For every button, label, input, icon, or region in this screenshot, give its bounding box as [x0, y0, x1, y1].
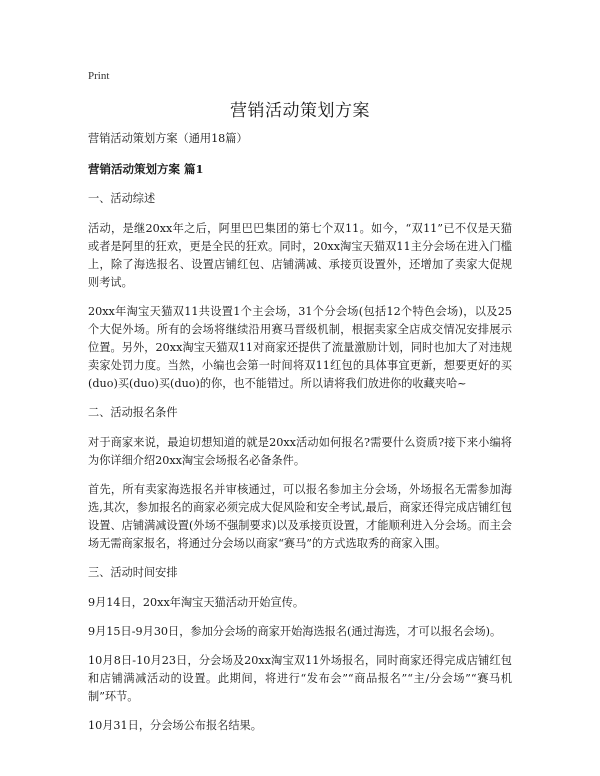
paragraph: 活动，是继20xx年之后，阿里巴巴集团的第七个双11。如今，“双11”已不仅是天猫或者是阿里的狂欢，更是全民的狂欢。同时，20xx淘宝天猫双11主分会场在进入门槛上，除了海选报名、设置店铺红包、店铺满减、承接页设置外，还增加了卖家大促规则考试。 — [88, 222, 512, 289]
heading-schedule: 三、活动时间安排 — [88, 566, 178, 579]
paragraph: 对于商家来说，最迫切想知道的就是20xx活动如何报名?需要什么资质?接下来小编将为你详细介绍20xx淘宝会场报名必备条件。 — [88, 436, 512, 467]
paragraph: 20xx年淘宝天猫双11共设置1个主会场，31个分会场(包括12个特色会场)，以及25个大促外场。所有的会场将继续沿用赛马晋级机制，根据卖家全店成交情况安排展示位置。另外，20xx淘宝天猫双11对商家还提供了流量激励计划，同时也加大了对违规卖家处罚力度。当然，小编也会第一时间将双11红包的具体事宜更新，想要更好的买(duo)买(duo)买(duo)的你，也不能错过。所以请将我们放进你的收藏夹哈~ — [88, 305, 512, 390]
document-title: 营销活动策划方案 — [230, 101, 370, 121]
document-body — [88, 130, 512, 746]
heading-activity-overview: 一、活动综述 — [88, 192, 156, 205]
section-title: 营销活动策划方案 篇1 — [88, 162, 204, 176]
heading-registration-conditions: 二、活动报名条件 — [88, 406, 178, 419]
paragraph: 首先，所有卖家海选报名并审核通过，可以报名参加主分会场，外场报名无需参加海选,其次，参加报名的商家必须完成大促风险和安全考试,最后，商家还得完成店铺红包设置、店铺满减设置(外场不强制要求)以及承接页设置，才能顺利进入分会场。而主会场无需商家报名，将通过分会场以商家“赛马”的方式选取秀的商家入围。 — [88, 483, 512, 550]
document-subtitle: 营销活动策划方案（通用18篇） — [88, 132, 248, 145]
paragraph: 10月31日，分会场公布报名结果。 — [88, 719, 262, 732]
paragraph: 10月8日-10月23日，分会场及20xx淘宝双11外场报名，同时商家还得完成店铺红包和店铺满减活动的设置。此期间，将进行“发布会”“商品报名”“主/分会场”“赛马机制”环节。 — [88, 654, 512, 703]
paragraph: 9月15日-9月30日，参加分会场的商家开始海选报名(通过海选，才可以报名会场)。 — [88, 625, 502, 638]
print-link[interactable]: Print — [88, 70, 110, 82]
paragraph: 9月14日，20xx年淘宝天猫活动开始宣传。 — [88, 596, 305, 609]
